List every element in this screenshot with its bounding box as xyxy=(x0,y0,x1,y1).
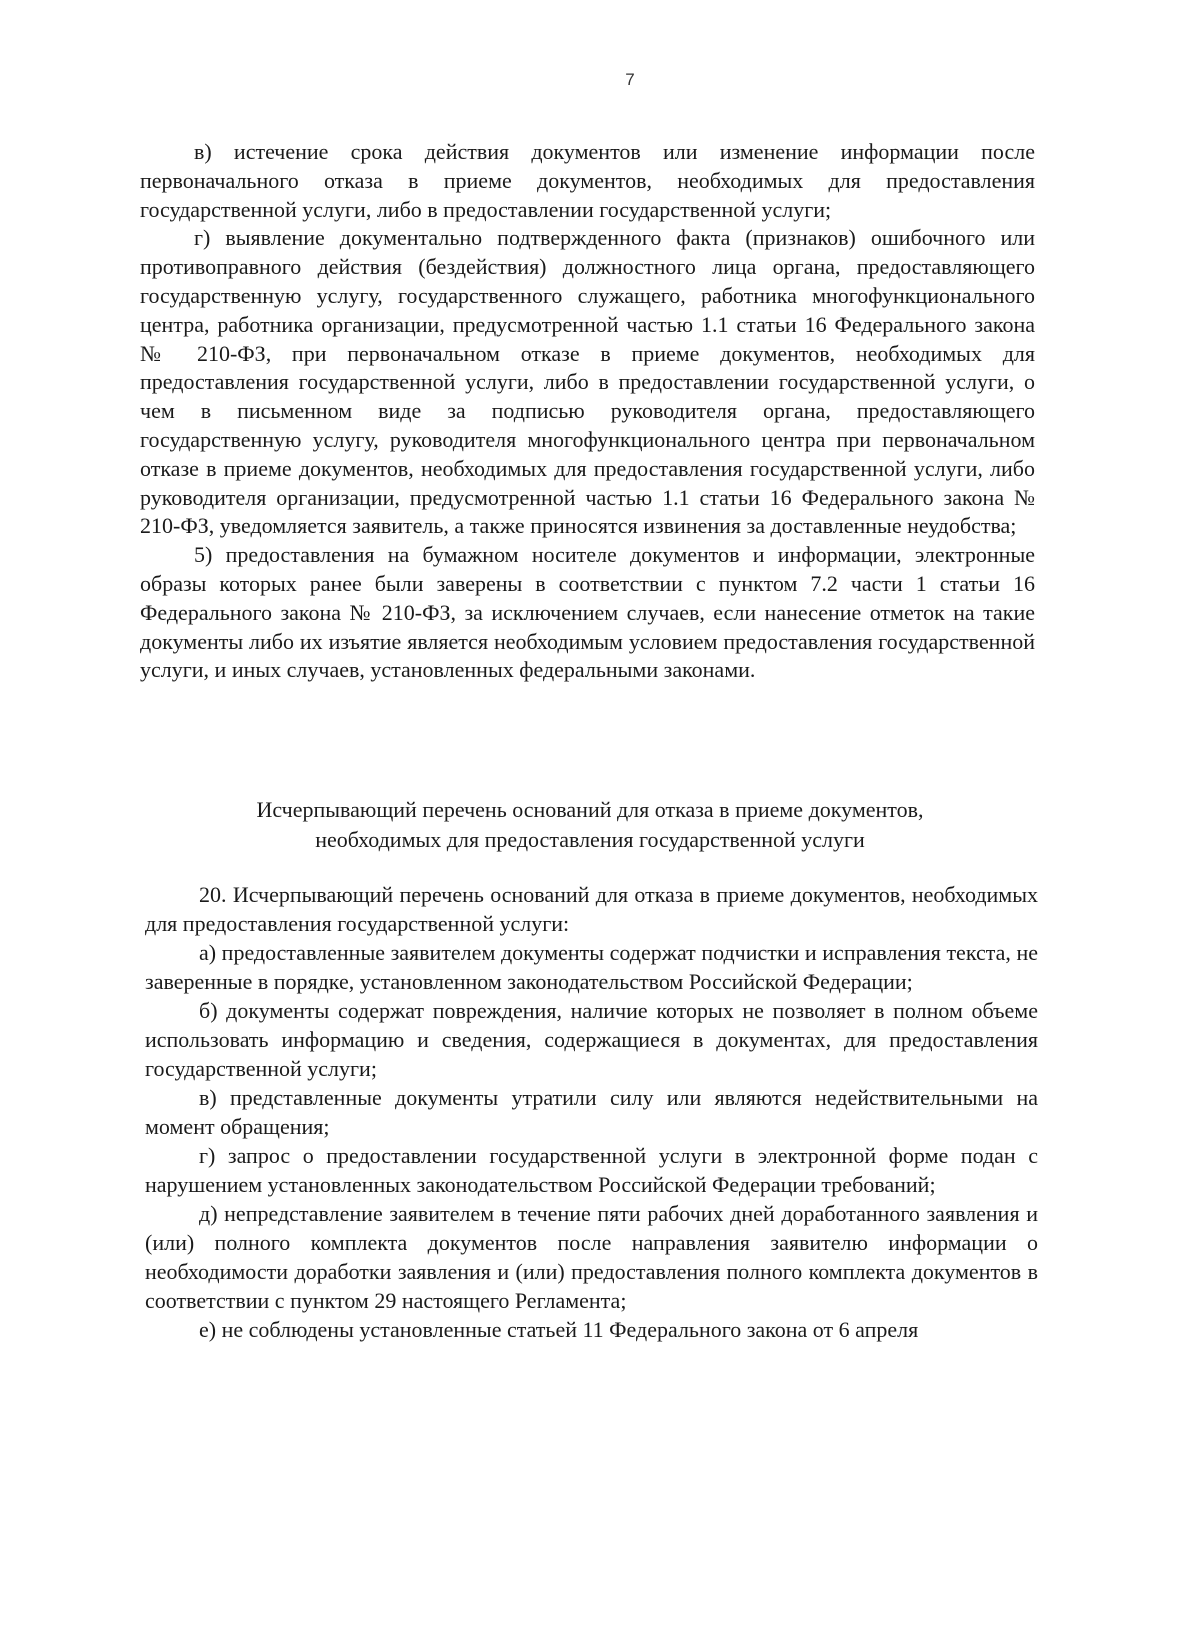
paragraph-e-article-11: е) не соблюдены установленные статьей 11 Федерального закона от 6 апреля xyxy=(199,1317,919,1342)
paragraph-b-damage: б) документы содержат повреждения, наличие которых не позволяет в полном объеме использовать информацию и сведения, содержащиеся в документах, для предоставления государственной услуги; xyxy=(145,998,1038,1081)
paragraph-g-electronic-request: г) запрос о предоставлении государственной услуги в электронной форме подан с нарушением установленных законодательством Российской Федерации требований; xyxy=(145,1143,1038,1197)
paragraph-a-corrections: а) предоставленные заявителем документы содержат подчистки и исправления текста, не заверенные в порядке, установленном законодательством Российской Федерации; xyxy=(145,940,1038,994)
paragraph-5-paper-documents: 5) предоставления на бумажном носителе документов и информации, электронные образы которых ранее были заверены в соответствии с пунктом 7.2 части 1 статьи 16 Федерального закона № 210-ФЗ, за исключением случаев, если нанесение отметок на такие документы либо их изъятие является необходимым условием предоставления государственной услуги, и иных случаев, установленных федеральными законами. xyxy=(140,542,1035,683)
paragraph-v-invalid: в) представленные документы утратили силу или являются недействительными на момент обращения; xyxy=(145,1085,1038,1139)
heading-line-1: Исчерпывающий перечень оснований для отказа в приеме документов, xyxy=(256,797,924,822)
paragraph-v-expiry: в) истечение срока действия документов или изменение информации после первоначального отказа в приеме документов, необходимых для предоставления государственной услуги, либо в предоставлении государственной услуги; xyxy=(140,139,1035,222)
paragraph-g-error-detection: г) выявление документально подтвержденного факта (признаков) ошибочного или противоправного действия (бездействия) должностного лица органа, предоставляющего государственную услугу, государственного служащего, работника многофункционального центра, работника организации, предусмотренной частью 1.1 статьи 16 Федерального закона № 210-ФЗ, при первоначальном отказе в приеме документов, необходимых для предоставления государственной услуги, либо в предоставлении государственной услуги, о чем в письменном виде за подписью руководителя органа, предоставляющего государственную услугу, руководителя многофункционального центра при первоначальном отказе в приеме документов, необходимых для предоставления государственной услуги, либо руководителя организации, предусмотренной частью 1.1 статьи 16 Федерального закона № 210-ФЗ, уведомляется заявитель, а также приносятся извинения за доставленные неудобства; xyxy=(140,225,1035,539)
section-heading xyxy=(150,795,1030,855)
grounds-list-continued xyxy=(140,138,1035,685)
page-number: 7 xyxy=(625,70,635,89)
refusal-grounds-list xyxy=(145,880,1038,1344)
heading-line-2: необходимых для предоставления государственной услуги xyxy=(315,827,865,852)
paragraph-d-non-submission: д) непредставление заявителем в течение пяти рабочих дней доработанного заявления и (или) полного комплекта документов после направления заявителю информации о необходимости доработки заявления и (или) предоставления полного комплекта документов в соответствии с пунктом 29 настоящего Регламента; xyxy=(145,1201,1038,1313)
paragraph-20-intro: 20. Исчерпывающий перечень оснований для отказа в приеме документов, необходимых для предоставления государственной услуги: xyxy=(145,882,1038,936)
